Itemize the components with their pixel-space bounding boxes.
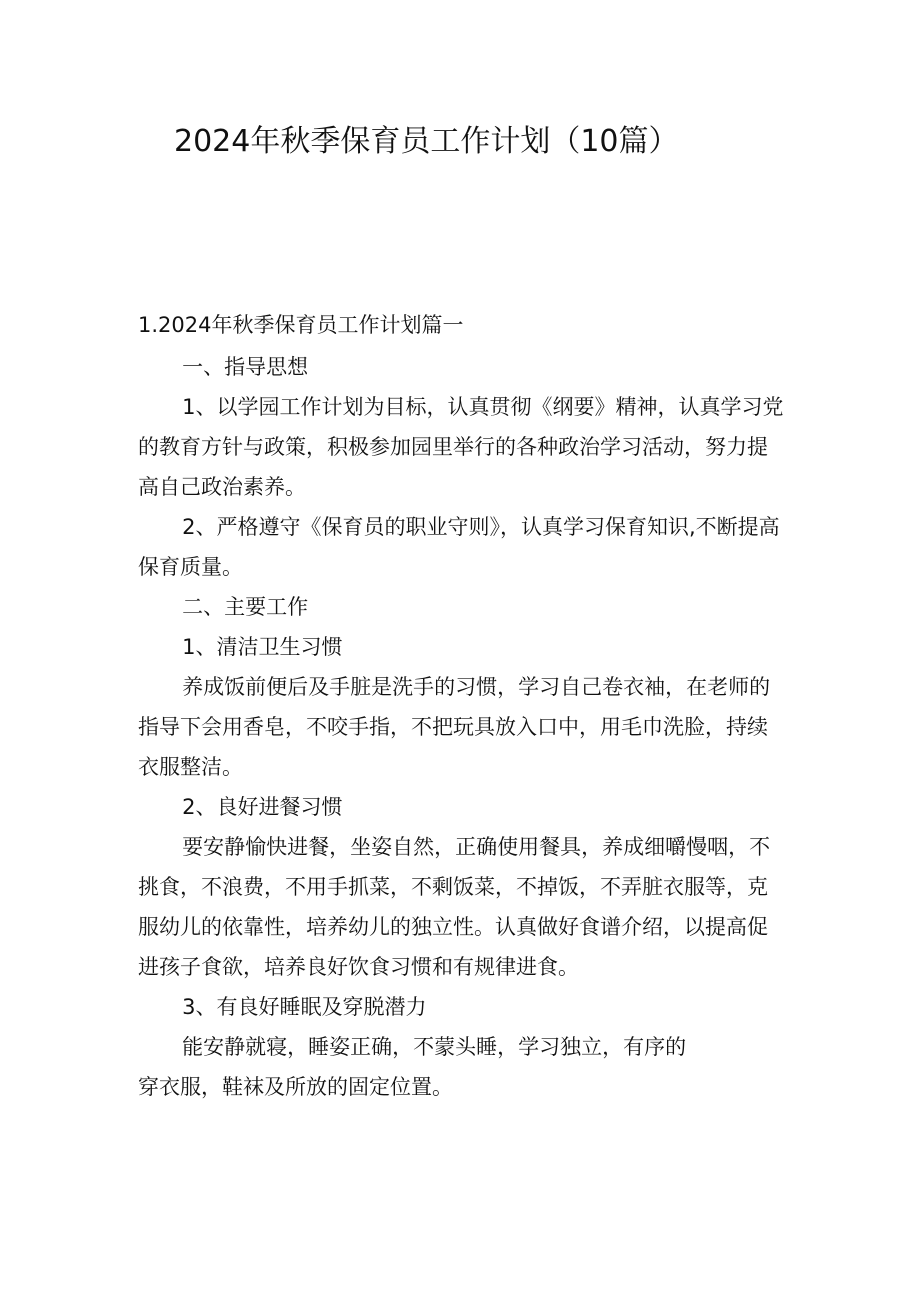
- paragraph-sleep-line-2: 穿衣服，鞋袜及所放的固定位置。: [138, 1075, 453, 1099]
- subheading-cleanliness: 1、清洁卫生习惯: [182, 635, 343, 659]
- section-heading-guiding-thought: 一、指导思想: [182, 355, 309, 379]
- section-heading-main-work: 二、主要工作: [182, 595, 309, 619]
- subheading-eating: 2、良好进餐习惯: [182, 795, 343, 819]
- paragraph-cleanliness: 养成饭前便后及手脏是洗手的习惯，学习自己卷衣袖，在老师的指导下会用香皂，不咬手指，不把玩具放入口中，用毛巾洗脸，持续衣服整洁。: [138, 675, 771, 779]
- chapter-title: 1.2024年秋季保育员工作计划篇一: [138, 313, 464, 337]
- paragraph-item-1: 1、以学园工作计划为目标，认真贯彻《纲要》精神，认真学习党的教育方针与政策，积极参加园里举行的各种政治学习活动，努力提高自己政治素养。: [138, 395, 784, 499]
- paragraph-item-2: 2、严格遵守《保育员的职业守则》，认真学习保育知识,不断提高保育质量。: [138, 515, 780, 579]
- document-body: [138, 305, 788, 1107]
- subheading-sleep: 3、有良好睡眠及穿脱潜力: [182, 995, 427, 1019]
- paragraph-eating: 要安静愉快进餐，坐姿自然，正确使用餐具，养成细嚼慢咽，不挑食，不浪费，不用手抓菜，不剩饭菜，不掉饭，不弄脏衣服等，克服幼儿的依靠性，培养幼儿的独立性。认真做好食谱介绍，以提高促进孩子食欲，培养良好饮食习惯和有规律进食。: [138, 835, 771, 979]
- document-title: 2024年秋季保育员工作计划（10篇）: [174, 124, 679, 159]
- paragraph-sleep-line-1: 能安静就寝，睡姿正确，不蒙头睡，学习独立，有序的: [182, 1035, 687, 1059]
